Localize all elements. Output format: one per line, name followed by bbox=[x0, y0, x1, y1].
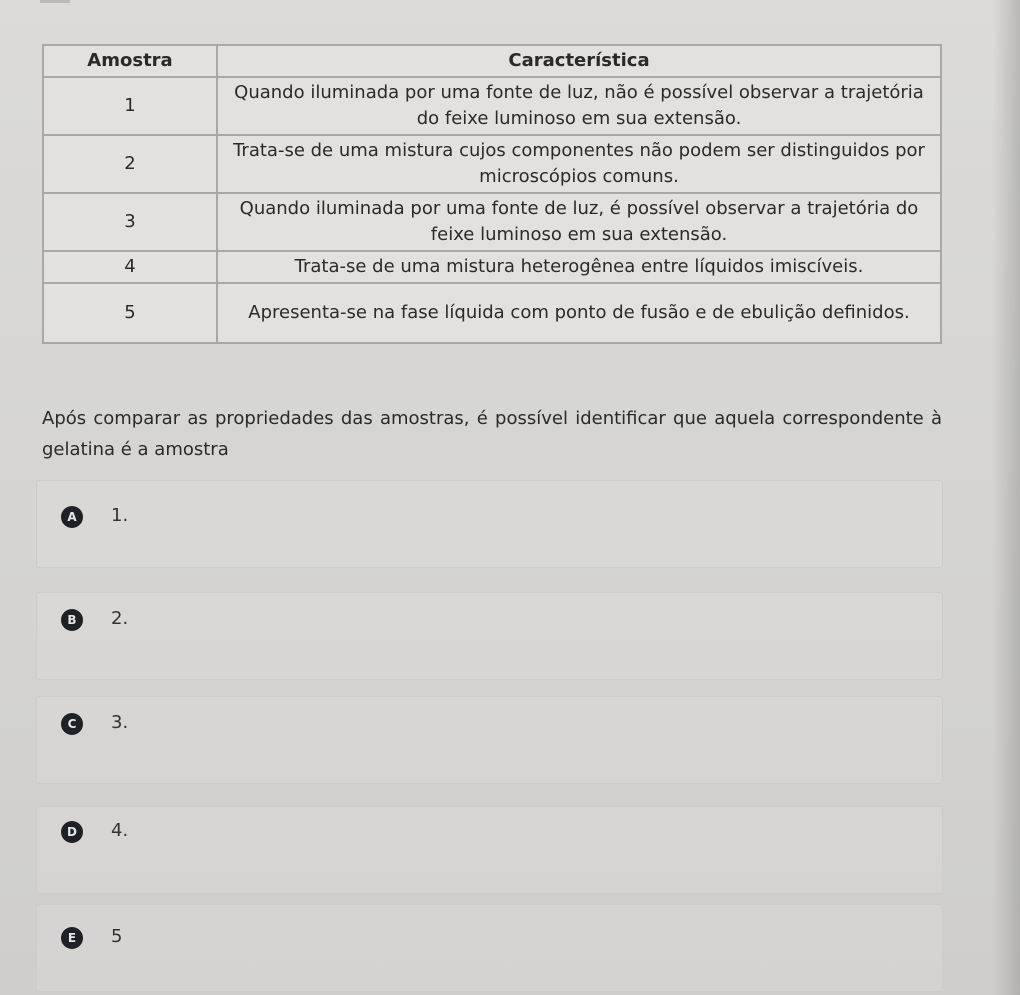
option-a[interactable] bbox=[36, 480, 943, 568]
option-d[interactable] bbox=[36, 806, 943, 894]
header-amostra: Amostra bbox=[43, 45, 217, 77]
table-row bbox=[43, 193, 941, 251]
option-letter-badge: D bbox=[61, 821, 83, 843]
option-letter-badge: A bbox=[61, 506, 83, 528]
table-row bbox=[43, 135, 941, 193]
table-header-row bbox=[43, 45, 941, 77]
sample-characteristic: Quando iluminada por uma fonte de luz, não é possível observar a trajetória do feixe luminoso em sua extensão. bbox=[217, 77, 941, 135]
sample-number: 5 bbox=[43, 283, 217, 343]
samples-table bbox=[42, 44, 942, 344]
option-e[interactable] bbox=[36, 904, 943, 992]
option-letter-badge: E bbox=[61, 927, 83, 949]
sample-characteristic: Trata-se de uma mistura heterogênea entre líquidos imiscíveis. bbox=[217, 251, 941, 283]
sample-characteristic: Quando iluminada por uma fonte de luz, é possível observar a trajetória do feixe luminoso em sua extensão. bbox=[217, 193, 941, 251]
table-row bbox=[43, 77, 941, 135]
option-label: 5 bbox=[111, 926, 123, 947]
option-label: 4. bbox=[111, 820, 129, 841]
table-row bbox=[43, 251, 941, 283]
option-letter-badge: C bbox=[61, 713, 83, 735]
cropped-text-fragment bbox=[40, 0, 70, 9]
sample-characteristic: Trata-se de uma mistura cujos componentes não podem ser distinguidos por microscópios comuns. bbox=[217, 135, 941, 193]
sample-number: 4 bbox=[43, 251, 217, 283]
option-label: 1. bbox=[111, 505, 129, 526]
header-caracteristica: Característica bbox=[217, 45, 941, 77]
sample-number: 2 bbox=[43, 135, 217, 193]
option-b[interactable] bbox=[36, 592, 943, 680]
option-letter-badge: B bbox=[61, 609, 83, 631]
sample-characteristic: Apresenta-se na fase líquida com ponto de fusão e de ebulição definidos. bbox=[217, 283, 941, 343]
option-c[interactable] bbox=[36, 696, 943, 784]
page-edge-shadow bbox=[992, 0, 1020, 995]
sample-number: 1 bbox=[43, 77, 217, 135]
table-row bbox=[43, 283, 941, 343]
sample-number: 3 bbox=[43, 193, 217, 251]
option-label: 3. bbox=[111, 712, 129, 733]
question-text: Após comparar as propriedades das amostras, é possível identificar que aquela correspondente à gelatina é a amostra bbox=[42, 408, 942, 460]
option-label: 2. bbox=[111, 608, 129, 629]
